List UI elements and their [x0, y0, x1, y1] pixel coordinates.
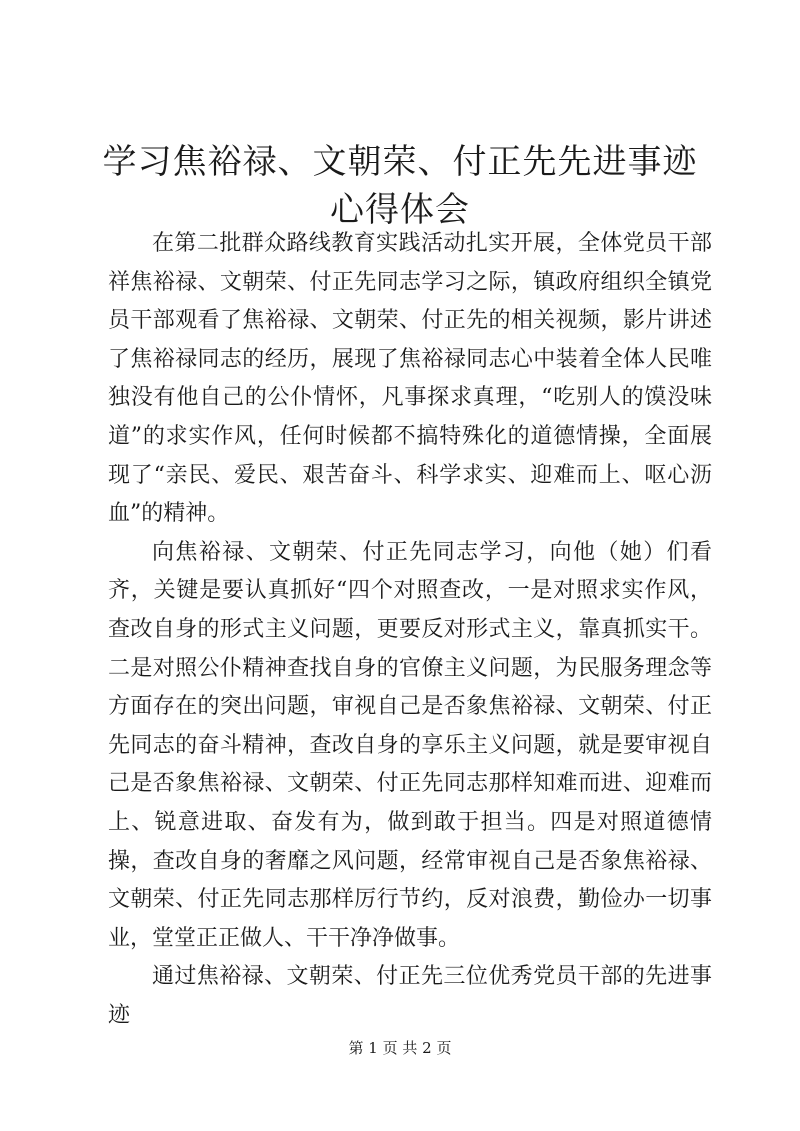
document-body: [108, 225, 712, 1035]
document-title: 学习焦裕禄、文朝荣、付正先先进事迹心得体会: [102, 142, 698, 230]
paragraph-1: 在第二批群众路线教育实践活动扎实开展，全体党员干部祥焦裕禄、文朝荣、付正先同志学习之际，镇政府组织全镇党员干部观看了焦裕禄、文朝荣、付正先的相关视频，影片讲述了焦裕禄同志的经历，展现了焦裕禄同志心中装着全体人民唯独没有他自己的公仆情怀，凡事探求真理，“吃别人的馍没味道”的求实作风，任何时候都不搞特殊化的道德情操，全面展现了“亲民、爱民、艰苦奋斗、科学求实、迎难而上、呕心沥血”的精神。: [108, 231, 712, 527]
page-number-footer: 第 1 页 共 2 页: [348, 1039, 452, 1057]
paragraph-3: 通过焦裕禄、文朝荣、付正先三位优秀党员干部的先进事迹: [108, 964, 712, 1028]
paragraph-2: 向焦裕禄、文朝荣、付正先同志学习，向他（她）们看齐，关键是要认真抓好“四个对照查改，一是对照求实作风，查改自身的形式主义问题，更要反对形式主义，靠真抓实干。二是对照公仆精神查找自身的官僚主义问题，为民服务理念等方面存在的突出问题，审视自己是否象焦裕禄、文朝荣、付正先同志的奋斗精神，查改自身的享乐主义问题，就是要审视自己是否象焦裕禄、文朝荣、付正先同志那样知难而进、迎难而上、锐意进取、奋发有为，做到敢于担当。四是对照道德情操，查改自身的奢靡之风问题，经常审视自己是否象焦裕禄、文朝荣、付正先同志那样厉行节约，反对浪费，勤俭办一切事业，堂堂正正做人、干干净净做事。: [108, 539, 712, 951]
